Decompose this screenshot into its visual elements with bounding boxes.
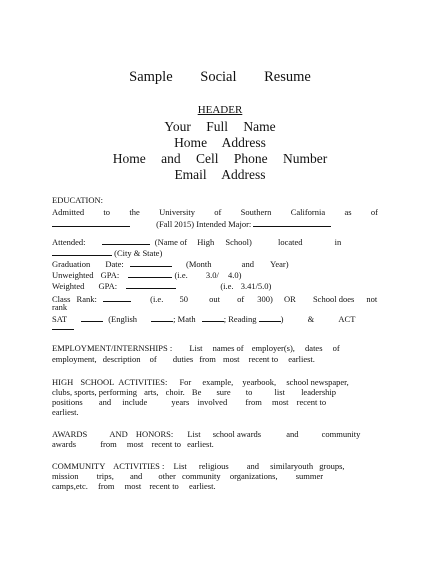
blank-field[interactable]: [128, 269, 172, 278]
community-line-3: camps,etc. from most recent to earliest.: [52, 481, 216, 491]
hs-activities-line-2: clubs, sports, performing arts, choir. Be sure to list leadership: [52, 387, 336, 397]
admitted-line-2: (Fall 2015) Intended Major:: [52, 218, 378, 230]
act-blank-line: [52, 321, 378, 333]
weighted-gpa-line: Weighted GPA: (i.e. 3.41/5.0): [52, 281, 272, 291]
awards-line-1: AWARDS AND HONORS: List school awards and community: [52, 429, 361, 439]
header-label: HEADER: [197, 104, 243, 116]
phone-line: Home and Cell Phone Number: [112, 151, 328, 166]
awards-line-2: awards from most recent to earliest.: [52, 439, 214, 449]
blank-field[interactable]: [52, 321, 74, 330]
community-line-2: mission trips, and other community organizations, summer: [52, 471, 324, 481]
community-line-1: COMMUNITY ACTIVITIES : List religious and similaryouth groups,: [52, 461, 345, 471]
blank-field[interactable]: [126, 280, 176, 289]
blank-field[interactable]: [52, 218, 130, 227]
unweighted-gpa-line: Unweighted GPA: (i.e. 3.0/ 4.0): [52, 270, 242, 280]
email-line: Email Address: [174, 167, 266, 182]
admitted-line-1: Admitted to the University of Southern California as of: [52, 207, 378, 217]
document-title: Sample Social Resume: [129, 69, 311, 85]
attended-line-2: (City & State): [52, 247, 378, 259]
education-heading: EDUCATION:: [52, 195, 103, 205]
attended-line-1: Attended: (Name of High School) located in: [52, 237, 342, 247]
blank-field[interactable]: [103, 293, 131, 302]
full-name-line: Your Full Name: [164, 119, 276, 134]
blank-field[interactable]: [52, 247, 112, 256]
employment-line-2: employment, description of duties from most recent to earliest.: [52, 354, 315, 364]
graduation-line: Graduation Date: (Month and Year): [52, 259, 289, 269]
home-address-line: Home Address: [174, 135, 266, 150]
blank-field[interactable]: [130, 258, 172, 267]
class-rank-line-1: Class Rank: (i.e. 50 out of 300) OR School does not: [52, 294, 378, 304]
blank-field[interactable]: [253, 218, 331, 227]
hs-activities-line-4: earliest.: [52, 407, 79, 417]
hs-activities-line-1: HIGH SCHOOL ACTIVITIES: For example, yearbook, school newspaper,: [52, 377, 349, 387]
blank-field[interactable]: [102, 236, 150, 245]
hs-activities-line-3: positions and include years involved from most recent to: [52, 397, 327, 407]
employment-line-1: EMPLOYMENT/INTERNSHIPS : List names of employer(s), dates of: [52, 343, 340, 353]
class-rank-line-2: rank: [52, 302, 68, 312]
sat-line: SAT (English ; Math ; Reading ) & ACT: [52, 314, 356, 324]
